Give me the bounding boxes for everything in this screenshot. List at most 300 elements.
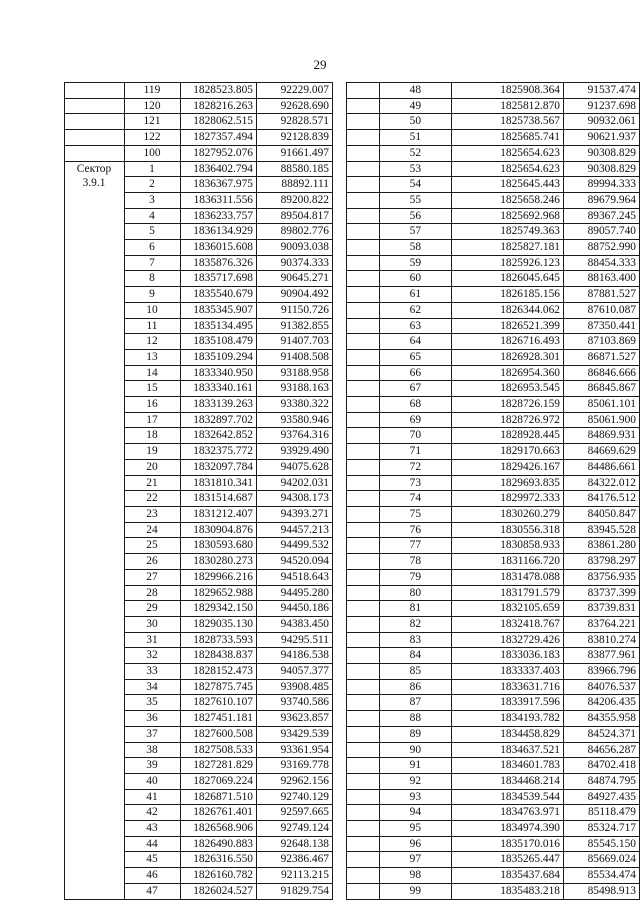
table-row — [347, 773, 640, 789]
table-row — [347, 821, 640, 837]
sector-cell — [347, 821, 380, 837]
x-coordinate-cell: 1825926.123 — [452, 255, 564, 271]
table-row — [347, 679, 640, 695]
point-number-cell: 79 — [380, 569, 452, 585]
y-coordinate-cell: 88580.185 — [257, 161, 333, 177]
point-number-cell: 23 — [125, 506, 181, 522]
point-number-cell: 39 — [125, 758, 181, 774]
y-coordinate-cell: 92828.571 — [257, 114, 333, 130]
point-number-cell: 2 — [125, 177, 181, 193]
table-row — [347, 726, 640, 742]
point-number-cell: 72 — [380, 459, 452, 475]
point-number-cell: 37 — [125, 726, 181, 742]
x-coordinate-cell: 1836311.556 — [181, 192, 257, 208]
point-number-cell: 32 — [125, 648, 181, 664]
y-coordinate-cell: 84355.958 — [564, 711, 640, 727]
x-coordinate-cell: 1831212.407 — [181, 506, 257, 522]
x-coordinate-cell: 1836402.794 — [181, 161, 257, 177]
y-coordinate-cell: 93580.946 — [257, 412, 333, 428]
table-row — [347, 789, 640, 805]
point-number-cell: 48 — [380, 83, 452, 99]
y-coordinate-cell: 93380.322 — [257, 397, 333, 413]
sector-cell — [347, 616, 380, 632]
x-coordinate-cell: 1834539.544 — [452, 789, 564, 805]
y-coordinate-cell: 90308.829 — [564, 161, 640, 177]
x-coordinate-cell: 1827952.076 — [181, 145, 257, 161]
table-row — [347, 255, 640, 271]
y-coordinate-cell: 93908.485 — [257, 679, 333, 695]
x-coordinate-cell: 1836015.608 — [181, 240, 257, 256]
point-number-cell: 35 — [125, 695, 181, 711]
x-coordinate-cell: 1827451.181 — [181, 711, 257, 727]
point-number-cell: 25 — [125, 538, 181, 554]
sector-cell — [347, 334, 380, 350]
x-coordinate-cell: 1834637.521 — [452, 742, 564, 758]
x-coordinate-cell: 1827508.533 — [181, 742, 257, 758]
y-coordinate-cell: 94457.213 — [257, 522, 333, 538]
sector-cell — [347, 365, 380, 381]
sector-cell — [347, 397, 380, 413]
sector-cell — [347, 428, 380, 444]
x-coordinate-cell: 1826761.401 — [181, 805, 257, 821]
x-coordinate-cell: 1829972.333 — [452, 491, 564, 507]
table-row — [347, 224, 640, 240]
x-coordinate-cell: 1830858.933 — [452, 538, 564, 554]
point-number-cell: 58 — [380, 240, 452, 256]
point-number-cell: 78 — [380, 554, 452, 570]
x-coordinate-cell: 1831166.720 — [452, 554, 564, 570]
x-coordinate-cell: 1832897.702 — [181, 412, 257, 428]
point-number-cell: 14 — [125, 365, 181, 381]
point-number-cell: 95 — [380, 821, 452, 837]
point-number-cell: 11 — [125, 318, 181, 334]
y-coordinate-cell: 92749.124 — [257, 821, 333, 837]
y-coordinate-cell: 85545.150 — [564, 836, 640, 852]
y-coordinate-cell: 88454.333 — [564, 255, 640, 271]
sector-cell — [65, 145, 125, 161]
point-number-cell: 24 — [125, 522, 181, 538]
sector-cell — [347, 868, 380, 884]
point-number-cell: 28 — [125, 585, 181, 601]
x-coordinate-cell: 1828928.445 — [452, 428, 564, 444]
sector-cell — [347, 83, 380, 99]
point-number-cell: 67 — [380, 381, 452, 397]
y-coordinate-cell: 91537.474 — [564, 83, 640, 99]
table-row — [347, 444, 640, 460]
x-coordinate-cell: 1835483.218 — [452, 883, 564, 899]
x-coordinate-cell: 1835265.447 — [452, 852, 564, 868]
point-number-cell: 16 — [125, 397, 181, 413]
table-row — [347, 522, 640, 538]
y-coordinate-cell: 86846.666 — [564, 365, 640, 381]
table-row — [347, 616, 640, 632]
x-coordinate-cell: 1832418.767 — [452, 616, 564, 632]
y-coordinate-cell: 94057.377 — [257, 664, 333, 680]
table-row — [347, 538, 640, 554]
sector-cell — [347, 114, 380, 130]
x-coordinate-cell: 1831810.341 — [181, 475, 257, 491]
x-coordinate-cell: 1829170.663 — [452, 444, 564, 460]
table-row — [347, 805, 640, 821]
sector-cell — [347, 601, 380, 617]
point-number-cell: 69 — [380, 412, 452, 428]
y-coordinate-cell: 84874.795 — [564, 773, 640, 789]
x-coordinate-cell: 1835437.684 — [452, 868, 564, 884]
point-number-cell: 91 — [380, 758, 452, 774]
sector-cell — [347, 459, 380, 475]
x-coordinate-cell: 1825685.741 — [452, 130, 564, 146]
point-number-cell: 73 — [380, 475, 452, 491]
point-number-cell: 4 — [125, 208, 181, 224]
point-number-cell: 61 — [380, 287, 452, 303]
x-coordinate-cell: 1828438.837 — [181, 648, 257, 664]
table-row — [347, 585, 640, 601]
table-row — [347, 428, 640, 444]
y-coordinate-cell: 83756.935 — [564, 569, 640, 585]
y-coordinate-cell: 84702.418 — [564, 758, 640, 774]
sector-cell — [347, 742, 380, 758]
point-number-cell: 88 — [380, 711, 452, 727]
x-coordinate-cell: 1829693.835 — [452, 475, 564, 491]
sector-cell — [347, 726, 380, 742]
sector-cell — [347, 302, 380, 318]
x-coordinate-cell: 1827610.107 — [181, 695, 257, 711]
sector-cell — [347, 538, 380, 554]
x-coordinate-cell: 1829035.130 — [181, 616, 257, 632]
y-coordinate-cell: 94295.511 — [257, 632, 333, 648]
sector-cell — [347, 349, 380, 365]
x-coordinate-cell: 1833340.161 — [181, 381, 257, 397]
point-number-cell: 84 — [380, 648, 452, 664]
x-coordinate-cell: 1834763.971 — [452, 805, 564, 821]
sector-cell — [347, 883, 380, 899]
table-row — [347, 302, 640, 318]
y-coordinate-cell: 93188.163 — [257, 381, 333, 397]
table-row — [347, 883, 640, 899]
x-coordinate-cell: 1825692.968 — [452, 208, 564, 224]
y-coordinate-cell: 94520.094 — [257, 554, 333, 570]
table-row — [347, 506, 640, 522]
y-coordinate-cell: 93740.586 — [257, 695, 333, 711]
x-coordinate-cell: 1831791.579 — [452, 585, 564, 601]
sector-cell — [347, 758, 380, 774]
y-coordinate-cell: 83764.221 — [564, 616, 640, 632]
sector-cell — [347, 522, 380, 538]
point-number-cell: 15 — [125, 381, 181, 397]
x-coordinate-cell: 1835876.326 — [181, 255, 257, 271]
point-number-cell: 5 — [125, 224, 181, 240]
x-coordinate-cell: 1826185.156 — [452, 287, 564, 303]
y-coordinate-cell: 86845.867 — [564, 381, 640, 397]
table-row — [65, 98, 333, 114]
x-coordinate-cell: 1833337.403 — [452, 664, 564, 680]
y-coordinate-cell: 88163.400 — [564, 271, 640, 287]
point-number-cell: 54 — [380, 177, 452, 193]
y-coordinate-cell: 88892.111 — [257, 177, 333, 193]
x-coordinate-cell: 1829342.150 — [181, 601, 257, 617]
table-row — [65, 145, 333, 161]
point-number-cell: 56 — [380, 208, 452, 224]
point-number-cell: 85 — [380, 664, 452, 680]
y-coordinate-cell: 84322.012 — [564, 475, 640, 491]
y-coordinate-cell: 93764.316 — [257, 428, 333, 444]
sector-cell — [347, 318, 380, 334]
point-number-cell: 68 — [380, 397, 452, 413]
y-coordinate-cell: 86871.527 — [564, 349, 640, 365]
y-coordinate-cell: 85061.900 — [564, 412, 640, 428]
sector-cell — [347, 475, 380, 491]
x-coordinate-cell: 1833340.950 — [181, 365, 257, 381]
y-coordinate-cell: 94499.532 — [257, 538, 333, 554]
y-coordinate-cell: 90645.271 — [257, 271, 333, 287]
y-coordinate-cell: 89057.740 — [564, 224, 640, 240]
sector-cell — [347, 789, 380, 805]
sector-cell — [347, 255, 380, 271]
x-coordinate-cell: 1825645.443 — [452, 177, 564, 193]
point-number-cell: 46 — [125, 868, 181, 884]
y-coordinate-cell: 94202.031 — [257, 475, 333, 491]
y-coordinate-cell: 83739.831 — [564, 601, 640, 617]
y-coordinate-cell: 85061.101 — [564, 397, 640, 413]
x-coordinate-cell: 1825658.246 — [452, 192, 564, 208]
y-coordinate-cell: 94518.643 — [257, 569, 333, 585]
point-number-cell: 38 — [125, 742, 181, 758]
point-number-cell: 71 — [380, 444, 452, 460]
y-coordinate-cell: 84524.371 — [564, 726, 640, 742]
point-number-cell: 64 — [380, 334, 452, 350]
table-row — [347, 852, 640, 868]
sector-cell — [347, 287, 380, 303]
x-coordinate-cell: 1835345.907 — [181, 302, 257, 318]
y-coordinate-cell: 85534.474 — [564, 868, 640, 884]
y-coordinate-cell: 92648.138 — [257, 836, 333, 852]
sector-cell — [347, 711, 380, 727]
sector-cell — [347, 444, 380, 460]
table-row — [65, 83, 333, 99]
y-coordinate-cell: 87881.527 — [564, 287, 640, 303]
point-number-cell: 47 — [125, 883, 181, 899]
x-coordinate-cell: 1826953.545 — [452, 381, 564, 397]
x-coordinate-cell: 1835540.679 — [181, 287, 257, 303]
point-number-cell: 13 — [125, 349, 181, 365]
y-coordinate-cell: 84176.512 — [564, 491, 640, 507]
point-number-cell: 49 — [380, 98, 452, 114]
x-coordinate-cell: 1832375.772 — [181, 444, 257, 460]
y-coordinate-cell: 83877.961 — [564, 648, 640, 664]
point-number-cell: 70 — [380, 428, 452, 444]
x-coordinate-cell: 1825654.623 — [452, 145, 564, 161]
y-coordinate-cell: 83966.796 — [564, 664, 640, 680]
sector-cell — [347, 177, 380, 193]
table-row — [65, 161, 333, 177]
y-coordinate-cell: 83798.297 — [564, 554, 640, 570]
sector-cell — [347, 208, 380, 224]
y-coordinate-cell: 94393.271 — [257, 506, 333, 522]
y-coordinate-cell: 91829.754 — [257, 883, 333, 899]
y-coordinate-cell: 93188.958 — [257, 365, 333, 381]
table-row — [347, 334, 640, 350]
table-row — [347, 412, 640, 428]
y-coordinate-cell: 90093.038 — [257, 240, 333, 256]
x-coordinate-cell: 1826928.301 — [452, 349, 564, 365]
y-coordinate-cell: 91237.698 — [564, 98, 640, 114]
y-coordinate-cell: 90374.333 — [257, 255, 333, 271]
y-coordinate-cell: 85118.479 — [564, 805, 640, 821]
point-number-cell: 26 — [125, 554, 181, 570]
table-row — [347, 711, 640, 727]
point-number-cell: 42 — [125, 805, 181, 821]
x-coordinate-cell: 1833631.716 — [452, 679, 564, 695]
sector-cell — [347, 648, 380, 664]
sector-cell — [347, 381, 380, 397]
y-coordinate-cell: 90904.492 — [257, 287, 333, 303]
y-coordinate-cell: 94186.538 — [257, 648, 333, 664]
point-number-cell: 52 — [380, 145, 452, 161]
y-coordinate-cell: 94450.186 — [257, 601, 333, 617]
page-number: 29 — [313, 57, 327, 72]
table-row — [347, 161, 640, 177]
point-number-cell: 86 — [380, 679, 452, 695]
sector-cell — [65, 161, 125, 899]
y-coordinate-cell: 89802.776 — [257, 224, 333, 240]
point-number-cell: 51 — [380, 130, 452, 146]
x-coordinate-cell: 1827875.745 — [181, 679, 257, 695]
y-coordinate-cell: 92229.007 — [257, 83, 333, 99]
sector-cell — [65, 83, 125, 99]
y-coordinate-cell: 84927.435 — [564, 789, 640, 805]
y-coordinate-cell: 91382.855 — [257, 318, 333, 334]
sector-cell — [347, 192, 380, 208]
point-number-cell: 100 — [125, 145, 181, 161]
x-coordinate-cell: 1834468.214 — [452, 773, 564, 789]
y-coordinate-cell: 85669.024 — [564, 852, 640, 868]
table-row — [347, 758, 640, 774]
sector-label-number: 3.9.1 — [82, 177, 106, 190]
y-coordinate-cell: 84486.661 — [564, 459, 640, 475]
x-coordinate-cell: 1835108.479 — [181, 334, 257, 350]
sector-cell — [347, 412, 380, 428]
x-coordinate-cell: 1835109.294 — [181, 349, 257, 365]
x-coordinate-cell: 1829966.216 — [181, 569, 257, 585]
x-coordinate-cell: 1826045.645 — [452, 271, 564, 287]
sector-cell — [347, 554, 380, 570]
point-number-cell: 45 — [125, 852, 181, 868]
y-coordinate-cell: 87103.869 — [564, 334, 640, 350]
sector-cell — [347, 161, 380, 177]
table-row — [347, 601, 640, 617]
table-row — [347, 83, 640, 99]
point-number-cell: 121 — [125, 114, 181, 130]
point-number-cell: 57 — [380, 224, 452, 240]
point-number-cell: 53 — [380, 161, 452, 177]
table-row — [347, 397, 640, 413]
coordinates-table-right — [346, 82, 640, 900]
y-coordinate-cell: 90932.061 — [564, 114, 640, 130]
point-number-cell: 41 — [125, 789, 181, 805]
y-coordinate-cell: 93169.778 — [257, 758, 333, 774]
y-coordinate-cell: 83945.528 — [564, 522, 640, 538]
table-row — [347, 868, 640, 884]
sector-cell — [347, 836, 380, 852]
point-number-cell: 89 — [380, 726, 452, 742]
x-coordinate-cell: 1835134.495 — [181, 318, 257, 334]
point-number-cell: 27 — [125, 569, 181, 585]
table-row — [347, 318, 640, 334]
x-coordinate-cell: 1832097.784 — [181, 459, 257, 475]
y-coordinate-cell: 92740.129 — [257, 789, 333, 805]
point-number-cell: 96 — [380, 836, 452, 852]
point-number-cell: 81 — [380, 601, 452, 617]
sector-cell — [347, 506, 380, 522]
x-coordinate-cell: 1835717.698 — [181, 271, 257, 287]
y-coordinate-cell: 91407.703 — [257, 334, 333, 350]
table-row — [347, 271, 640, 287]
table-row — [347, 475, 640, 491]
x-coordinate-cell: 1833917.596 — [452, 695, 564, 711]
sector-cell — [347, 852, 380, 868]
point-number-cell: 33 — [125, 664, 181, 680]
table-row — [65, 114, 333, 130]
table-row — [347, 491, 640, 507]
table-row — [347, 459, 640, 475]
sector-cell — [347, 145, 380, 161]
y-coordinate-cell: 85324.717 — [564, 821, 640, 837]
table-row — [347, 208, 640, 224]
point-number-cell: 62 — [380, 302, 452, 318]
y-coordinate-cell: 94495.280 — [257, 585, 333, 601]
x-coordinate-cell: 1825654.623 — [452, 161, 564, 177]
sector-cell — [65, 114, 125, 130]
x-coordinate-cell: 1826568.906 — [181, 821, 257, 837]
table-row — [347, 98, 640, 114]
y-coordinate-cell: 89200.822 — [257, 192, 333, 208]
point-number-cell: 63 — [380, 318, 452, 334]
sector-cell — [347, 98, 380, 114]
table-row — [347, 742, 640, 758]
sector-cell — [347, 632, 380, 648]
y-coordinate-cell: 93429.539 — [257, 726, 333, 742]
point-number-cell: 93 — [380, 789, 452, 805]
point-number-cell: 20 — [125, 459, 181, 475]
point-number-cell: 77 — [380, 538, 452, 554]
y-coordinate-cell: 87350.441 — [564, 318, 640, 334]
point-number-cell: 18 — [125, 428, 181, 444]
y-coordinate-cell: 83737.399 — [564, 585, 640, 601]
x-coordinate-cell: 1828733.593 — [181, 632, 257, 648]
point-number-cell: 122 — [125, 130, 181, 146]
point-number-cell: 76 — [380, 522, 452, 538]
x-coordinate-cell: 1830556.318 — [452, 522, 564, 538]
y-coordinate-cell: 87610.087 — [564, 302, 640, 318]
y-coordinate-cell: 91150.726 — [257, 302, 333, 318]
x-coordinate-cell: 1826871.510 — [181, 789, 257, 805]
point-number-cell: 8 — [125, 271, 181, 287]
y-coordinate-cell: 83810.274 — [564, 632, 640, 648]
y-coordinate-cell: 90308.829 — [564, 145, 640, 161]
x-coordinate-cell: 1827357.494 — [181, 130, 257, 146]
x-coordinate-cell: 1834601.783 — [452, 758, 564, 774]
table-row — [347, 287, 640, 303]
sector-cell — [65, 98, 125, 114]
y-coordinate-cell: 94308.173 — [257, 491, 333, 507]
y-coordinate-cell: 93623.857 — [257, 711, 333, 727]
x-coordinate-cell: 1826024.527 — [181, 883, 257, 899]
y-coordinate-cell: 88752.990 — [564, 240, 640, 256]
y-coordinate-cell: 92597.665 — [257, 805, 333, 821]
point-number-cell: 74 — [380, 491, 452, 507]
sector-cell — [347, 805, 380, 821]
point-number-cell: 12 — [125, 334, 181, 350]
